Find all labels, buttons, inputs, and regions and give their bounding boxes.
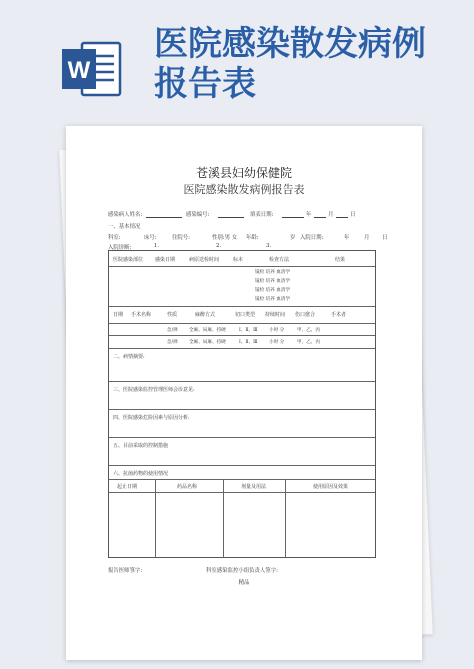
age-unit: 岁: [290, 235, 296, 241]
col-drug-dates: 起止日期: [117, 484, 138, 490]
form-title: 医院感染散发病例报告表: [183, 183, 305, 196]
row-divider: [109, 479, 375, 480]
banner-title-line2: 报告表: [154, 64, 256, 104]
word-icon-letter: W: [67, 57, 91, 84]
section-basic-info: 一、基本情况: [108, 224, 141, 230]
row-divider: [109, 335, 375, 336]
section-control-measures: 五、目前采取的控制措施: [113, 443, 169, 449]
row-divider: [109, 323, 375, 324]
col-incision-type: 切口类型: [235, 312, 256, 318]
row-divider: [109, 266, 375, 267]
diagnosis-1: 1.: [154, 243, 160, 249]
col-divider: [155, 479, 156, 558]
director-signature-label: 科室感染监控小组负责人签字:: [206, 568, 278, 574]
surgery-row2-incision: Ⅰ、Ⅱ、Ⅲ: [239, 340, 258, 345]
age-label: 年龄:: [246, 235, 259, 241]
method-option-3: 镜检 培养 血清学: [255, 288, 291, 293]
col-drug-reason: 使用原因及效果: [313, 484, 349, 490]
col-drug-name: 药品名称: [177, 484, 198, 490]
word-document-icon: [60, 40, 122, 98]
reporter-signature-label: 报告医师签字:: [108, 568, 143, 574]
fill-month-field[interactable]: [314, 212, 326, 218]
fill-month-unit: 月: [328, 212, 334, 218]
col-method: 检查方法: [269, 257, 290, 263]
surgery-row2-nature: 急/择: [167, 340, 178, 345]
admit-month-unit: 月: [364, 235, 370, 241]
method-option-4: 镜检 培养 血清学: [255, 297, 291, 302]
report-table: [108, 250, 376, 558]
banner-title-line1: 医院感染散发病例: [154, 24, 426, 64]
row-divider: [109, 306, 375, 307]
col-result: 结果: [335, 257, 346, 263]
col-wound-healing: 伤口愈合: [295, 312, 316, 318]
admission-no-label: 住院号:: [172, 235, 190, 241]
admit-year-unit: 年: [344, 235, 350, 241]
col-surgery-name: 手术名称: [131, 312, 152, 318]
col-surgery-date: 日期: [113, 312, 124, 318]
col-drug-dosage: 剂量及用法: [241, 484, 267, 490]
patient-name-field[interactable]: [146, 212, 182, 218]
method-option-1: 镜检 培养 血清学: [255, 270, 291, 275]
fill-day-field[interactable]: [336, 212, 348, 218]
section-risk-analysis: 四、医院感染危险因素与原因分析:: [113, 415, 190, 421]
infection-code-label: 感染编号:: [186, 212, 210, 218]
diagnosis-label: 入院诊断:: [108, 245, 132, 251]
section-antibiotics: 六、抗菌药物的使用情况: [113, 471, 169, 477]
sex-label: 性别:男 女: [212, 235, 238, 241]
surgery-row1-anesthesia: 全麻、局麻、持硬: [189, 328, 226, 333]
col-divider: [223, 479, 224, 558]
banner-title: [154, 24, 454, 104]
col-divider: [285, 479, 286, 558]
col-duration: 持续时间: [265, 312, 286, 318]
surgery-row2-duration: 小时 分: [269, 340, 285, 345]
col-specimen-time: 病原送检时间: [189, 257, 220, 263]
row-divider: [109, 381, 375, 382]
row-divider: [109, 465, 375, 466]
diagnosis-2: 2.: [216, 243, 222, 249]
bed-label: 床号:: [144, 235, 157, 241]
row-divider: [109, 492, 375, 493]
document-page: [66, 126, 422, 660]
diagnosis-3: 3.: [266, 243, 272, 249]
col-surgeon: 手术者: [331, 312, 347, 318]
surgery-row1-duration: 小时 分: [269, 328, 285, 333]
organization-name: 苍溪县妇幼保健院: [195, 166, 292, 180]
fill-year-field[interactable]: [282, 212, 304, 218]
fill-date-label: 填表日期:: [250, 212, 274, 218]
col-infection-date: 感染日期: [155, 257, 176, 263]
footer-note: 精品: [238, 580, 250, 586]
col-surgery-nature: 性质: [167, 312, 178, 318]
surgery-row2-healing: 甲、乙、丙: [297, 340, 320, 345]
method-option-2: 镜检 培养 血清学: [255, 279, 291, 284]
surgery-row1-healing: 甲、乙、丙: [297, 328, 320, 333]
dept-label: 科室:: [108, 235, 121, 241]
admit-date-label: 入院日期:: [300, 235, 324, 241]
col-specimen: 标本: [233, 257, 244, 263]
section-case-summary: 二、病情摘要:: [113, 354, 145, 360]
fill-year-unit: 年: [306, 212, 312, 218]
surgery-row1-nature: 急/择: [167, 328, 178, 333]
row-divider: [109, 348, 375, 349]
row-divider: [109, 409, 375, 410]
section-consult-opinion: 三、医院感染监控管理医师会诊意见:: [113, 387, 195, 393]
col-infection-site: 医院感染部位: [113, 257, 144, 263]
surgery-row2-anesthesia: 全麻、局麻、持硬: [189, 340, 226, 345]
col-anesthesia: 麻醉方式: [195, 312, 216, 318]
infection-code-field[interactable]: [218, 212, 244, 218]
admit-day-unit: 日: [382, 235, 388, 241]
fill-day-unit: 日: [350, 212, 356, 218]
patient-name-label: 感染病人姓名:: [108, 212, 143, 218]
surgery-row1-incision: Ⅰ、Ⅱ、Ⅲ: [239, 328, 258, 333]
banner: [0, 0, 474, 118]
row-divider: [109, 437, 375, 438]
